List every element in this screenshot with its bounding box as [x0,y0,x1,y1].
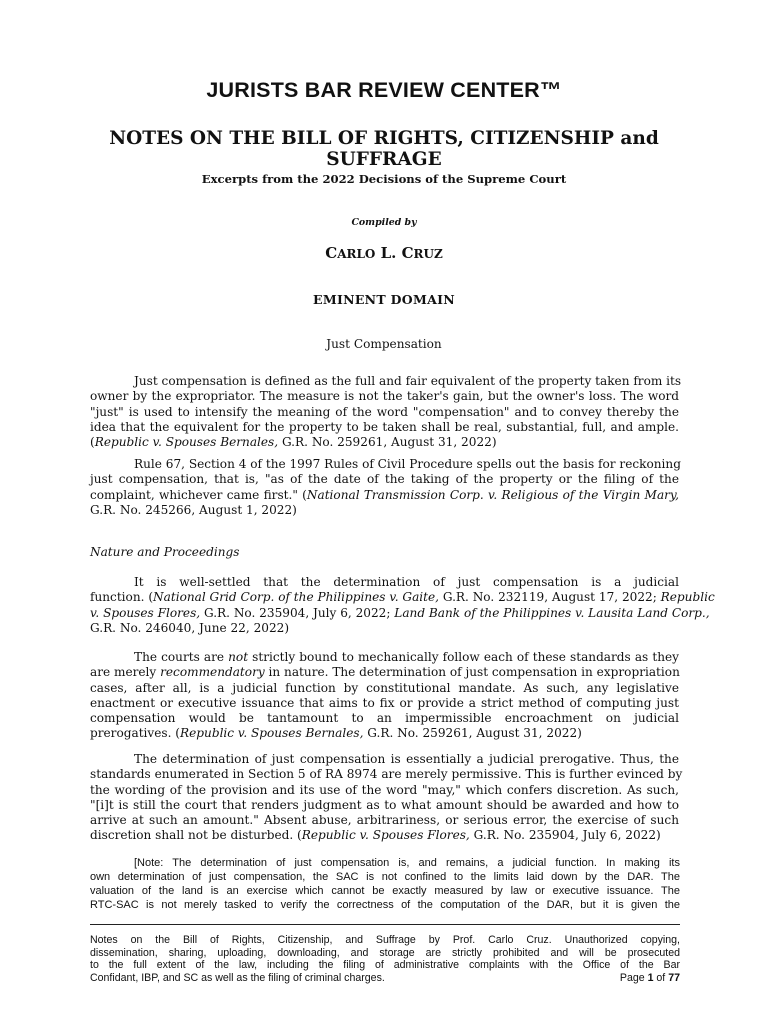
heading-nature-proceedings: Nature and Proceedings [90,545,240,559]
para-line: "[i]t is still the court that renders judgment as to what amount should be awarded and how to [90,797,679,812]
note-block [90,857,680,913]
case-citation: Republic v. Spouses Bernales, [180,726,364,741]
para-line: standards enumerated in Section 5 of RA 8974 are merely permissive. This is further evinced by [90,767,683,782]
para-line: The determination of just compensation is essentially a judicial prerogative. Thus, the [134,752,679,766]
author-first-rest: ARLO [337,247,376,261]
para-line [90,726,679,741]
subtitle-line-1: NOTES ON THE BILL OF RIGHTS, CITIZENSHIP and [109,128,659,149]
excerpts-line: Excerpts from the 2022 Decisions of the Supreme Court [201,172,567,186]
paragraph-just-compensation-definition [90,374,682,450]
para-text: The courts are [134,650,229,664]
footer-line-last [90,972,680,985]
paragraph-judicial-function [90,575,715,636]
para-text: are merely [90,665,161,680]
footer-divider [90,924,680,925]
para-line [90,590,715,605]
footer-line: Confidant, IBP, and SC as well as the filing of criminal charges. [90,971,385,984]
para-text: in nature. The determination of just compensation in expropriation [264,665,680,680]
citation-details: G.R. No. 232119, August 17, 2022; [439,590,661,605]
para-line: the wording of the provision and its use of the word "may," which confers discretion. As such, [90,782,679,797]
para-line: G.R. No. 245266, August 1, 2022) [90,502,297,517]
para-line [90,488,679,503]
paragraph-judicial-prerogative [90,752,683,844]
para-line [90,665,679,680]
case-citation: Republic [660,590,715,605]
case-citation: v. Spouses Flores, [90,605,201,620]
case-citation: National Grid Corp. of the Philippines v. Gaite, [153,590,440,605]
para-line [90,828,679,843]
page-label: Page [619,971,648,984]
section-title: EMINENT DOMAIN [313,292,455,307]
para-text: complaint, whichever came first." ( [90,487,307,502]
footer-line: to the full extent of the law, including the filing of administrative complaints with the Office of the Bar [90,959,680,972]
document-subtitle [90,128,678,170]
para-line: G.R. No. 246040, June 22, 2022) [90,620,290,635]
paragraph-courts-not-bound [90,650,679,742]
citation-open: ( [90,435,95,450]
subtitle-line-2: SUFFRAGE [326,149,442,170]
citation-details: G.R. No. 235904, July 6, 2022; [200,605,395,620]
para-text: prerogatives. ( [90,726,181,741]
para-line [90,650,679,665]
note-line: valuation of the land is an exercise which cannot be exactly measured by law or executive issuance. The [90,884,680,897]
para-line: Just compensation is defined as the full and fair equivalent of the property taken from its [134,374,682,388]
page-footer [90,934,680,984]
para-text: function. ( [90,590,154,605]
author-middle: L. [375,244,402,262]
para-line: "just" is used to intensify the meaning of the word "compensation" and to convey thereby the [90,404,679,419]
case-citation: National Transmission Corp. v. Religious of the Virgin Mary, [306,487,680,502]
emphasis: not [228,650,249,664]
case-citation: Land Bank of the Philippines v. Lausita Land Corp., [394,605,710,620]
para-line: idea that the equivalent for the property to be taken shall be real, substantial, full, and ample. [90,419,679,434]
para-line [90,435,679,450]
author-last-rest: RUZ [413,247,443,261]
footer-line: dissemination, sharing, uploading, downloading, and storage are strictly prohibited and will be prosecuted [90,946,680,959]
footer-line: Notes on the Bill of Rights, Citizenship, and Suffrage by Prof. Carlo Cruz. Unauthorized copying, [90,934,680,946]
author-initial-c2: C [401,244,414,262]
case-citation: Republic v. Spouses Bernales, [94,435,279,450]
para-line: just compensation, that is, "as of the date of the taking of the property or the filing of the [90,472,679,487]
citation-details: G.R. No. 235904, July 6, 2022) [469,828,661,843]
para-line: Rule 67, Section 4 of the 1997 Rules of Civil Procedure spells out the basis for reckoning [134,457,681,471]
case-citation: Republic v. Spouses Flores, [301,828,470,843]
subsection-title: Just Compensation [326,337,442,351]
para-text: strictly bound to mechanically follow each of these standards as they [248,650,679,664]
author-initial-c: C [325,244,338,262]
para-line: owner by the expropriator. The measure is not the taker's gain, but the owner's loss. The word [90,389,679,404]
note-line: own determination of just compensation, the SAC is not confined to the limits laid down by the DAR. The [90,870,680,883]
para-line: compensation would be tantamount to an impermissible encroachment on judicial [90,711,679,726]
paragraph-rule-67 [90,457,679,518]
document-title: JURISTS BAR REVIEW CENTER™ [206,78,562,102]
para-line [90,605,710,621]
para-line: cases, after all, is a judicial function by constitutional mandate. As such, any legislative [90,680,679,695]
page-total: 77 [668,971,680,984]
para-line: enactment or executive issuance that aims to fix or provide a strict method of computing just [90,695,679,710]
para-line: arrive at such an amount." Absent abuse, arbitrariness, or serious error, the exercise of such [90,813,679,828]
compiled-by-label: Compiled by [351,217,417,228]
note-line: [Note: The determination of just compensation is, and remains, a judicial function. In making its [134,857,680,869]
page-current: 1 [647,971,654,984]
emphasis: recommendatory [160,665,265,680]
para-line: It is well-settled that the determination of just compensation is a judicial [134,575,679,589]
page-of: of [653,971,669,984]
para-text: discretion shall not be disturbed. ( [90,828,302,843]
citation-details: G.R. No. 259261, August 31, 2022) [278,435,497,450]
note-line: RTC-SAC is not merely tasked to verify the correctness of the computation of the DAR, but it is given the [90,898,680,911]
author-name [0,244,768,262]
citation-details: G.R. No. 259261, August 31, 2022) [363,726,582,741]
page-number [620,972,680,985]
